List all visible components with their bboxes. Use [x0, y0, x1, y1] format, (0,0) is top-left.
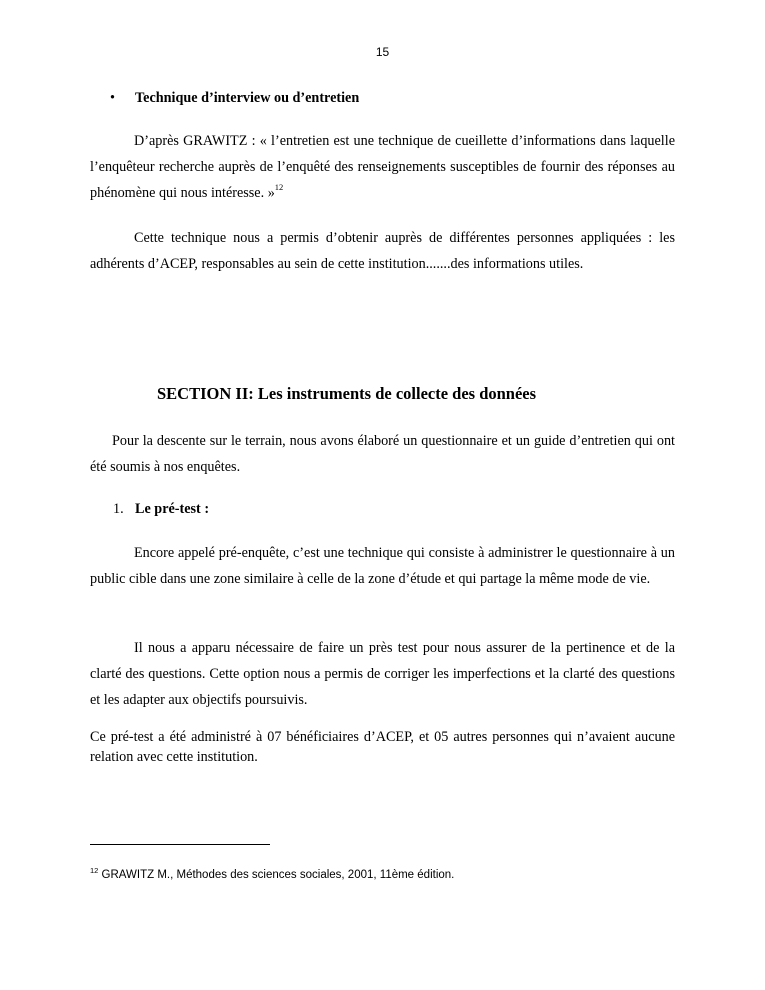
paragraph-administration: Ce pré-test a été administré à 07 bénéficiaires d’ACEP, et 05 autres personnes qui n’avaient aucune relation avec cette institution.	[90, 729, 675, 765]
bullet-icon: •	[110, 90, 115, 106]
footnote-reference: 12	[274, 182, 284, 192]
paragraph-pre-enquete: Encore appelé pré-enquête, c’est une technique qui consiste à administrer le questionnaire à un public cible dans une zone similaire à celle de la zone d’étude et qui partage la même mode de vie.	[90, 545, 675, 587]
paragraph-grawitz-quote	[90, 128, 675, 206]
paragraph-technique: Cette technique nous a permis d’obtenir auprès de différentes personnes appliquées : les adhérents d’ACEP, responsables au sein de cette institution.......des informations utiles.	[90, 230, 675, 272]
paragraph-pertinence: Il nous a apparu nécessaire de faire un près test pour nous assurer de la pertinence et de la clarté des questions. Cette option nous a permis de corriger les imperfections et la clarté des questions et les adapter aux objectifs poursuivis.	[90, 640, 675, 708]
section-title: SECTION II: Les instruments de collecte des données	[157, 384, 537, 403]
paragraph-text: D’après GRAWITZ : « l’entretien est une technique de cueillette d’informations dans laquelle l’enquêteur recherche auprès de l’enquêté des renseignements susceptibles de fournir des réponses au phénomène qui nous intéresse. »	[90, 133, 675, 201]
footnote-marker: 12	[90, 866, 99, 875]
numbered-heading-label: Le pré-test :	[135, 501, 210, 517]
numbered-heading	[113, 501, 209, 518]
paragraph-terrain: Pour la descente sur le terrain, nous avons élaboré un questionnaire et un guide d’entretien qui ont été soumis à nos enquêtes.	[90, 433, 675, 475]
page-number: 15	[375, 45, 390, 59]
bullet-heading	[110, 90, 359, 107]
footnote-text: GRAWITZ M., Méthodes des sciences sociales, 2001, 11ème édition.	[98, 869, 455, 881]
numbered-heading-number: 1.	[113, 501, 124, 517]
footnote	[90, 866, 455, 881]
bullet-heading-label: Technique d’interview ou d’entretien	[135, 90, 360, 106]
footnote-divider	[90, 844, 270, 845]
